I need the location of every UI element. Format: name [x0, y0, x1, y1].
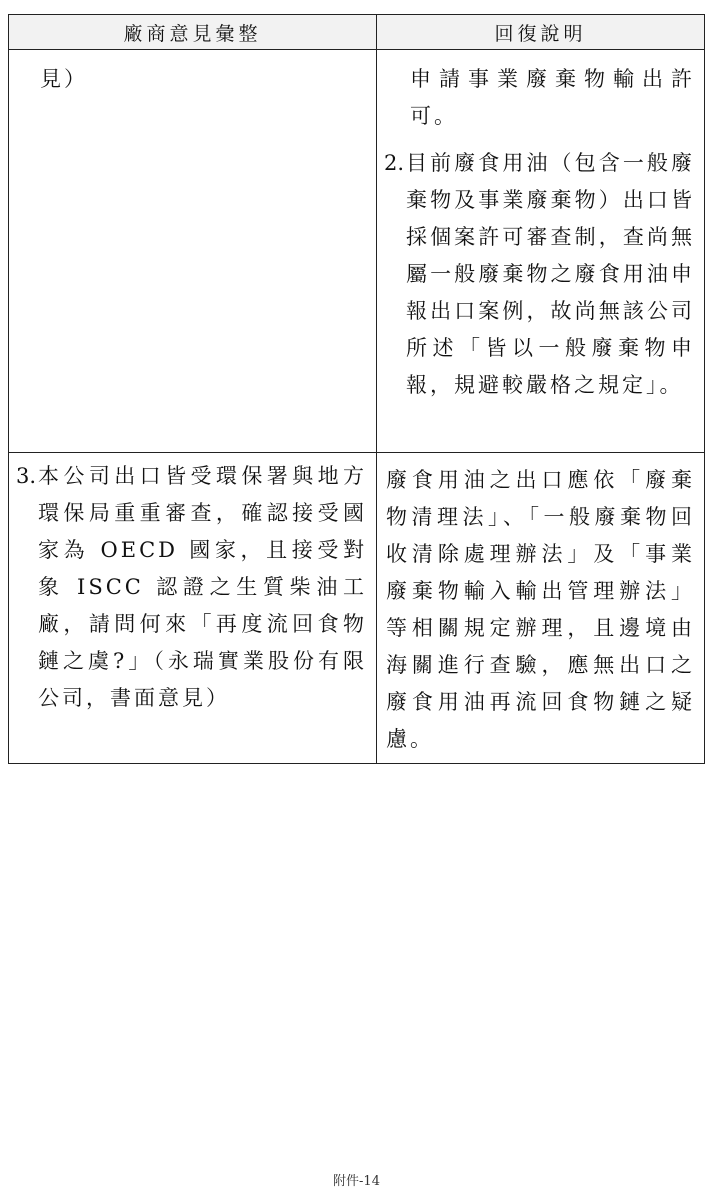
opinion-item-number: 3. — [16, 464, 37, 488]
opinion-cell — [9, 453, 377, 764]
response-item — [378, 145, 703, 404]
opinion-cell — [9, 50, 377, 453]
response-item-text: 目前廢食用油（包含一般廢棄物及事業廢棄物）出口皆採個案許可審查制，查尚無屬一般廢棄物之廢食用油申報出口案例，故尚無該公司所述「皆以一般廢棄物申報，規避較嚴格之規定」。 — [406, 151, 695, 397]
table-header-row — [9, 15, 705, 50]
opinion-item — [10, 454, 375, 717]
opinion-continuation-text: 見） — [40, 67, 88, 91]
response-continuation-text: 申請事業廢棄物輸出許可。 — [410, 67, 695, 128]
opinion-item-text: 本公司出口皆受環保署與地方環保局重重審查，確認接受國家為 OECD 國家，且接受對象 ISCC 認證之生質柴油工廠，請問何來「再度流回食物鏈之虞?」（永瑞實業股份有限公司，書面意見） — [38, 464, 367, 710]
opinion-response-table — [8, 14, 705, 764]
response-cell — [377, 453, 705, 764]
header-vendor-opinions: 廠商意見彙整 — [9, 15, 377, 50]
response-cell — [377, 50, 705, 453]
response-text: 廢食用油之出口應依「廢棄物清理法」、「一般廢棄物回收清除處理辦法」及「事業廢棄物輸入輸出管理辦法」等相關規定辦理，且邊境由海關進行查驗，應無出口之廢食用油再流回食物鏈之疑慮。 — [386, 468, 695, 751]
response-item-number: 2. — [384, 151, 405, 175]
table-row — [9, 50, 705, 453]
table-row — [9, 453, 705, 764]
page-number: 附件-14 — [333, 1174, 380, 1189]
header-response: 回復說明 — [377, 15, 705, 50]
